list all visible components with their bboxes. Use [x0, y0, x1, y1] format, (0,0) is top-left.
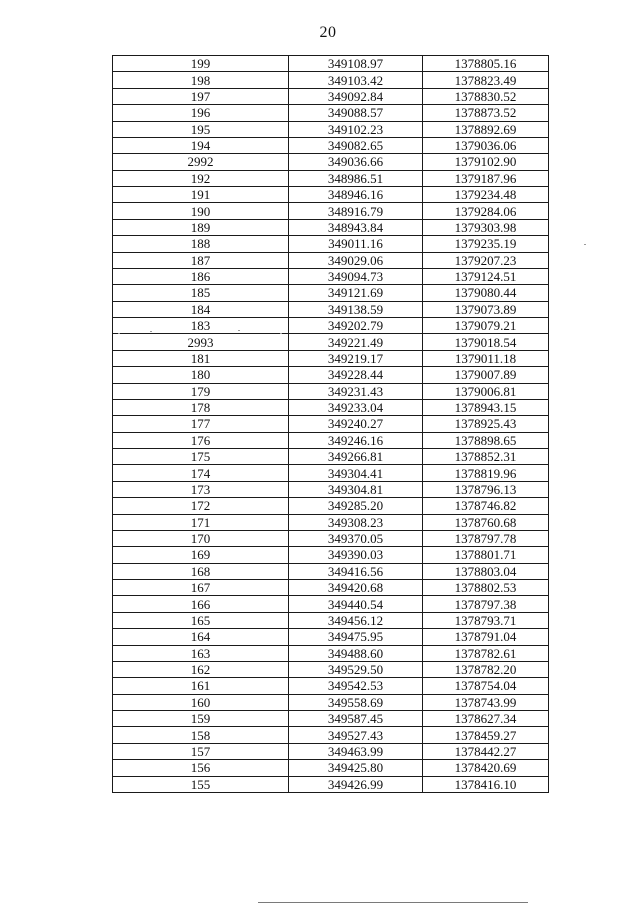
scan-speck: [150, 331, 152, 332]
x-coordinate-cell: 349103.42: [289, 72, 423, 88]
y-coordinate-cell: 1378459.27: [423, 727, 549, 743]
y-coordinate-cell: 1378823.49: [423, 72, 549, 88]
x-coordinate-cell: 349082.65: [289, 137, 423, 153]
table-row: [113, 416, 549, 432]
x-coordinate-cell: 349416.56: [289, 563, 423, 579]
table-row: [113, 88, 549, 104]
table-row: [113, 219, 549, 235]
point-number-cell: 2993: [113, 334, 289, 350]
table-row: [113, 367, 549, 383]
point-number-cell: 190: [113, 203, 289, 219]
x-coordinate-cell: 349463.99: [289, 743, 423, 759]
table-row: [113, 301, 549, 317]
y-coordinate-cell: 1378925.43: [423, 416, 549, 432]
table-row: [113, 678, 549, 694]
coordinates-table: [112, 55, 549, 793]
page-number: 20: [319, 24, 337, 41]
table-row: [113, 530, 549, 546]
point-number-cell: 162: [113, 661, 289, 677]
table-row: [113, 449, 549, 465]
y-coordinate-cell: 1379124.51: [423, 268, 549, 284]
table-row: [113, 252, 549, 268]
x-coordinate-cell: 349092.84: [289, 88, 423, 104]
scan-speck: [584, 244, 586, 245]
y-coordinate-cell: 1378746.82: [423, 498, 549, 514]
x-coordinate-cell: 349094.73: [289, 268, 423, 284]
x-coordinate-cell: 349029.06: [289, 252, 423, 268]
point-number-cell: 167: [113, 580, 289, 596]
x-coordinate-cell: 349240.27: [289, 416, 423, 432]
point-number-cell: 165: [113, 612, 289, 628]
y-coordinate-cell: 1379207.23: [423, 252, 549, 268]
x-coordinate-cell: 349587.45: [289, 711, 423, 727]
y-coordinate-cell: 1379303.98: [423, 219, 549, 235]
x-coordinate-cell: 349102.23: [289, 121, 423, 137]
x-coordinate-cell: 349475.95: [289, 629, 423, 645]
point-number-cell: 195: [113, 121, 289, 137]
x-coordinate-cell: 349088.57: [289, 105, 423, 121]
y-coordinate-cell: 1378797.38: [423, 596, 549, 612]
y-coordinate-cell: 1378898.65: [423, 432, 549, 448]
point-number-cell: 197: [113, 88, 289, 104]
table-row: [113, 350, 549, 366]
table-row: [113, 694, 549, 710]
x-coordinate-cell: 349440.54: [289, 596, 423, 612]
x-coordinate-cell: 349542.53: [289, 678, 423, 694]
point-number-cell: 185: [113, 285, 289, 301]
point-number-cell: 184: [113, 301, 289, 317]
point-number-cell: 180: [113, 367, 289, 383]
table-row: [113, 629, 549, 645]
x-coordinate-cell: 349231.43: [289, 383, 423, 399]
table-row: [113, 432, 549, 448]
table-row: [113, 743, 549, 759]
y-coordinate-cell: 1378830.52: [423, 88, 549, 104]
x-coordinate-cell: 349426.99: [289, 776, 423, 792]
table-row: [113, 547, 549, 563]
y-coordinate-cell: 1378442.27: [423, 743, 549, 759]
table-row: [113, 318, 549, 334]
point-number-cell: 191: [113, 187, 289, 203]
table-row: [113, 154, 549, 170]
point-number-cell: 169: [113, 547, 289, 563]
table-row: [113, 72, 549, 88]
y-coordinate-cell: 1379036.06: [423, 137, 549, 153]
table-row: [113, 776, 549, 792]
table-row: [113, 399, 549, 415]
point-number-cell: 178: [113, 399, 289, 415]
y-coordinate-cell: 1379079.21: [423, 318, 549, 334]
y-coordinate-cell: 1379080.44: [423, 285, 549, 301]
point-number-cell: 186: [113, 268, 289, 284]
table-row: [113, 285, 549, 301]
x-coordinate-cell: 349304.41: [289, 465, 423, 481]
y-coordinate-cell: 1379102.90: [423, 154, 549, 170]
point-number-cell: 156: [113, 760, 289, 776]
point-number-cell: 164: [113, 629, 289, 645]
scan-speck: [280, 333, 282, 334]
table-row: [113, 498, 549, 514]
x-coordinate-cell: 348946.16: [289, 187, 423, 203]
y-coordinate-cell: 1378802.53: [423, 580, 549, 596]
table-row: [113, 203, 549, 219]
table-row: [113, 514, 549, 530]
x-coordinate-cell: 349285.20: [289, 498, 423, 514]
y-coordinate-cell: 1379187.96: [423, 170, 549, 186]
table-row: [113, 334, 549, 350]
y-coordinate-cell: 1379235.19: [423, 236, 549, 252]
y-coordinate-cell: 1379006.81: [423, 383, 549, 399]
table-row: [113, 236, 549, 252]
y-coordinate-cell: 1378873.52: [423, 105, 549, 121]
y-coordinate-cell: 1378892.69: [423, 121, 549, 137]
point-number-cell: 166: [113, 596, 289, 612]
x-coordinate-cell: 349456.12: [289, 612, 423, 628]
x-coordinate-cell: 349558.69: [289, 694, 423, 710]
y-coordinate-cell: 1378801.71: [423, 547, 549, 563]
scan-speck: [238, 330, 240, 331]
table-row: [113, 711, 549, 727]
y-coordinate-cell: 1378782.61: [423, 645, 549, 661]
table-row: [113, 481, 549, 497]
scan-speck: [118, 333, 120, 334]
point-number-cell: 168: [113, 563, 289, 579]
table-row: [113, 596, 549, 612]
table-row: [113, 612, 549, 628]
x-coordinate-cell: 349108.97: [289, 56, 423, 72]
x-coordinate-cell: 348986.51: [289, 170, 423, 186]
x-coordinate-cell: 349233.04: [289, 399, 423, 415]
x-coordinate-cell: 349390.03: [289, 547, 423, 563]
y-coordinate-cell: 1378754.04: [423, 678, 549, 694]
x-coordinate-cell: 349425.80: [289, 760, 423, 776]
point-number-cell: 161: [113, 678, 289, 694]
x-coordinate-cell: 349036.66: [289, 154, 423, 170]
table-row: [113, 727, 549, 743]
point-number-cell: 198: [113, 72, 289, 88]
x-coordinate-cell: 349370.05: [289, 530, 423, 546]
x-coordinate-cell: 349228.44: [289, 367, 423, 383]
coordinates-table-body: [113, 56, 549, 793]
y-coordinate-cell: 1378791.04: [423, 629, 549, 645]
table-row: [113, 563, 549, 579]
y-coordinate-cell: 1378796.13: [423, 481, 549, 497]
point-number-cell: 175: [113, 449, 289, 465]
point-number-cell: 181: [113, 350, 289, 366]
y-coordinate-cell: 1378819.96: [423, 465, 549, 481]
point-number-cell: 170: [113, 530, 289, 546]
point-number-cell: 194: [113, 137, 289, 153]
x-coordinate-cell: 349011.16: [289, 236, 423, 252]
table-row: [113, 121, 549, 137]
table-row: [113, 465, 549, 481]
scan-edge-line: [258, 902, 528, 903]
table-row: [113, 661, 549, 677]
y-coordinate-cell: 1378793.71: [423, 612, 549, 628]
point-number-cell: 192: [113, 170, 289, 186]
table-row: [113, 137, 549, 153]
table-row: [113, 170, 549, 186]
point-number-cell: 176: [113, 432, 289, 448]
point-number-cell: 196: [113, 105, 289, 121]
table-row: [113, 268, 549, 284]
point-number-cell: 179: [113, 383, 289, 399]
y-coordinate-cell: 1378797.78: [423, 530, 549, 546]
x-coordinate-cell: 349219.17: [289, 350, 423, 366]
table-row: [113, 383, 549, 399]
point-number-cell: 199: [113, 56, 289, 72]
y-coordinate-cell: 1378852.31: [423, 449, 549, 465]
x-coordinate-cell: 349308.23: [289, 514, 423, 530]
y-coordinate-cell: 1378760.68: [423, 514, 549, 530]
x-coordinate-cell: 349221.49: [289, 334, 423, 350]
y-coordinate-cell: 1378416.10: [423, 776, 549, 792]
y-coordinate-cell: 1378782.20: [423, 661, 549, 677]
x-coordinate-cell: 349304.81: [289, 481, 423, 497]
x-coordinate-cell: 349202.79: [289, 318, 423, 334]
table-row: [113, 105, 549, 121]
table-row: [113, 645, 549, 661]
x-coordinate-cell: 348943.84: [289, 219, 423, 235]
point-number-cell: 157: [113, 743, 289, 759]
table-row: [113, 760, 549, 776]
point-number-cell: 159: [113, 711, 289, 727]
y-coordinate-cell: 1378627.34: [423, 711, 549, 727]
x-coordinate-cell: 349420.68: [289, 580, 423, 596]
point-number-cell: 160: [113, 694, 289, 710]
y-coordinate-cell: 1378943.15: [423, 399, 549, 415]
point-number-cell: 187: [113, 252, 289, 268]
x-coordinate-cell: 349121.69: [289, 285, 423, 301]
point-number-cell: 183: [113, 318, 289, 334]
x-coordinate-cell: 349246.16: [289, 432, 423, 448]
table-row: [113, 187, 549, 203]
point-number-cell: 2992: [113, 154, 289, 170]
point-number-cell: 188: [113, 236, 289, 252]
y-coordinate-cell: 1379011.18: [423, 350, 549, 366]
point-number-cell: 177: [113, 416, 289, 432]
y-coordinate-cell: 1379018.54: [423, 334, 549, 350]
point-number-cell: 163: [113, 645, 289, 661]
point-number-cell: 171: [113, 514, 289, 530]
point-number-cell: 172: [113, 498, 289, 514]
point-number-cell: 174: [113, 465, 289, 481]
x-coordinate-cell: 349266.81: [289, 449, 423, 465]
table-row: [113, 56, 549, 72]
y-coordinate-cell: 1378420.69: [423, 760, 549, 776]
y-coordinate-cell: 1379284.06: [423, 203, 549, 219]
point-number-cell: 158: [113, 727, 289, 743]
x-coordinate-cell: 349488.60: [289, 645, 423, 661]
point-number-cell: 173: [113, 481, 289, 497]
y-coordinate-cell: 1379234.48: [423, 187, 549, 203]
x-coordinate-cell: 348916.79: [289, 203, 423, 219]
x-coordinate-cell: 349527.43: [289, 727, 423, 743]
y-coordinate-cell: 1379073.89: [423, 301, 549, 317]
y-coordinate-cell: 1378743.99: [423, 694, 549, 710]
table-row: [113, 580, 549, 596]
point-number-cell: 155: [113, 776, 289, 792]
x-coordinate-cell: 349138.59: [289, 301, 423, 317]
y-coordinate-cell: 1378805.16: [423, 56, 549, 72]
y-coordinate-cell: 1378803.04: [423, 563, 549, 579]
x-coordinate-cell: 349529.50: [289, 661, 423, 677]
point-number-cell: 189: [113, 219, 289, 235]
y-coordinate-cell: 1379007.89: [423, 367, 549, 383]
